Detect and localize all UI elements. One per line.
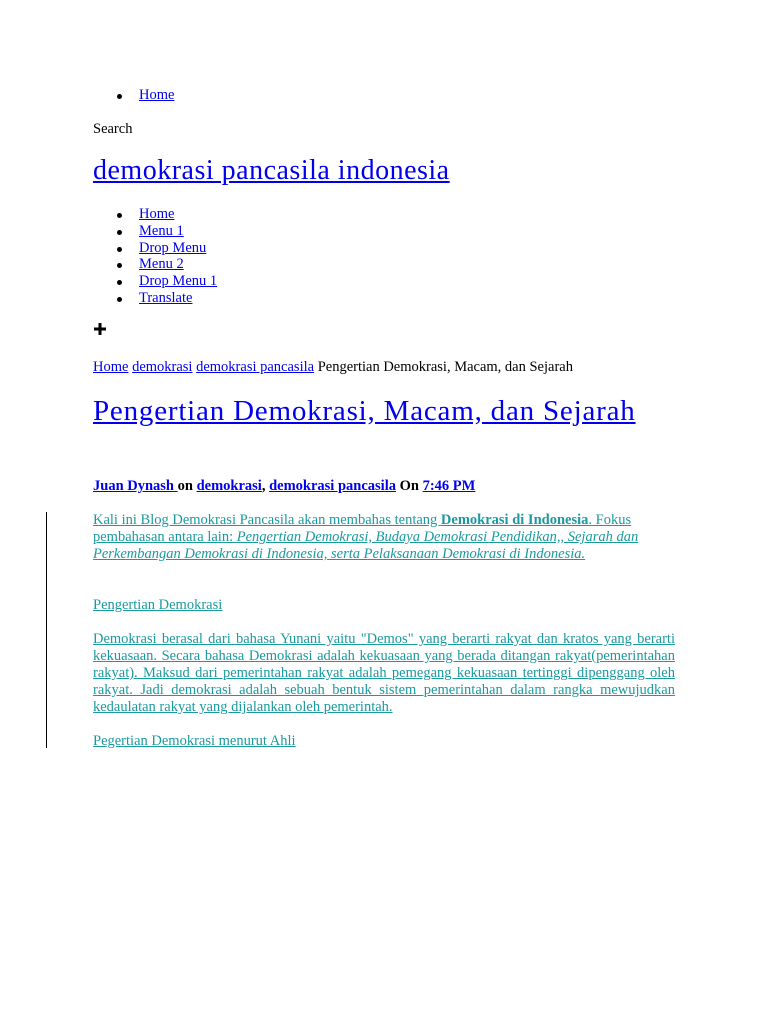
main-nav-item-drop-menu <box>93 240 217 257</box>
definition-text-2: Demokrasi adalah <box>248 648 360 664</box>
section-heading-pengertian-link[interactable]: Pengertian Demokrasi <box>93 597 223 613</box>
main-nav-drop-menu-link[interactable]: Drop Menu <box>139 239 207 256</box>
vertical-rule <box>46 512 47 748</box>
post-title-link[interactable]: Pengertian Demokrasi, Macam, dan Sejarah <box>93 395 636 427</box>
definition-link[interactable] <box>93 631 675 715</box>
top-nav-home-link[interactable]: Home <box>139 87 175 103</box>
main-nav-drop-menu-1-link[interactable]: Drop Menu 1 <box>139 273 218 290</box>
post-intro-italic: Pengertian Demokrasi, Budaya Demokrasi Pendidikan,, Sejarah dan Perkembangan Demokrasi di Indonesia, serta Pelaksanaan Demokrasi di Indonesia. <box>93 529 639 562</box>
post-intro <box>93 512 675 563</box>
post-intro-text-2: . Fokus pembahasan antara lain: <box>93 512 632 545</box>
main-nav-item-home <box>93 206 217 223</box>
main-nav-menu-2-link[interactable]: Menu 2 <box>139 256 184 273</box>
main-nav-home-link[interactable]: Home <box>139 206 175 222</box>
main-nav-menu-1-link[interactable]: Menu 1 <box>139 222 184 239</box>
main-nav-item-menu-2 <box>93 256 217 273</box>
post-meta <box>93 478 475 495</box>
definition-text-1: Demokrasi berasal dari bahasa Yunani yaitu "Demos" yang berarti rakyat dan kratos yang berarti kekuasaan. Secara bahasa <box>93 631 675 664</box>
post-author-link[interactable]: Juan Dynash <box>93 478 178 494</box>
top-nav <box>93 87 174 104</box>
main-nav-item-drop-menu-1 <box>93 273 217 290</box>
breadcrumb-home-link[interactable]: Home <box>93 359 129 375</box>
blog-title <box>93 155 450 187</box>
breadcrumb-category-demokrasi-link[interactable]: demokrasi <box>132 359 193 375</box>
definition-paragraph <box>93 631 675 716</box>
main-nav <box>93 206 217 307</box>
post-intro-link[interactable] <box>93 512 638 562</box>
breadcrumb-current: Pengertian Demokrasi, Macam, dan Sejarah <box>317 359 573 375</box>
post-meta-comma: , <box>261 478 266 494</box>
post-category-demokrasi-pancasila-link[interactable]: demokrasi pancasila <box>269 478 396 494</box>
section-heading-ahli-link[interactable]: Pegertian Demokrasi menurut Ahli <box>93 733 296 749</box>
post-intro-bold: Demokrasi di Indonesia <box>440 512 589 528</box>
post-category-demokrasi-link[interactable]: demokrasi <box>196 478 262 494</box>
post-time-link[interactable]: 7:46 PM <box>422 478 476 494</box>
breadcrumb <box>93 359 573 376</box>
plus-icon[interactable] <box>93 322 107 336</box>
main-nav-item-translate <box>93 290 217 307</box>
main-nav-translate-link[interactable]: Translate <box>139 289 193 306</box>
section-heading-pengertian <box>93 597 675 614</box>
breadcrumb-category-demokrasi-pancasila-link[interactable]: demokrasi pancasila <box>196 359 315 375</box>
post-meta-on-label-2: On <box>399 478 419 494</box>
search-label: Search <box>93 121 133 137</box>
section-heading-ahli <box>93 733 675 750</box>
post-title <box>93 394 653 428</box>
definition-text-3: kekuasaan yang berada ditangan rakyat(pemerintahan rakyat). Maksud dari pemerintahan rakyat adalah pemegang kekuasaan tertinggi dipenggang oleh rakyat. Jadi demokrasi adalah sebuah bentuk sistem pemerintahan dalam rangka mewujudkan kedaulatan rakyat yang dijalankan oleh pemerintah. <box>93 648 675 715</box>
post-body <box>93 512 675 750</box>
top-nav-item-home <box>93 87 174 104</box>
main-nav-item-menu-1 <box>93 223 217 240</box>
post-intro-text-1: Kali ini Blog Demokrasi Pancasila akan membahas tentang <box>93 512 441 528</box>
blog-title-link[interactable]: demokrasi pancasila indonesia <box>93 155 450 186</box>
post-meta-on-label: on <box>177 478 193 494</box>
